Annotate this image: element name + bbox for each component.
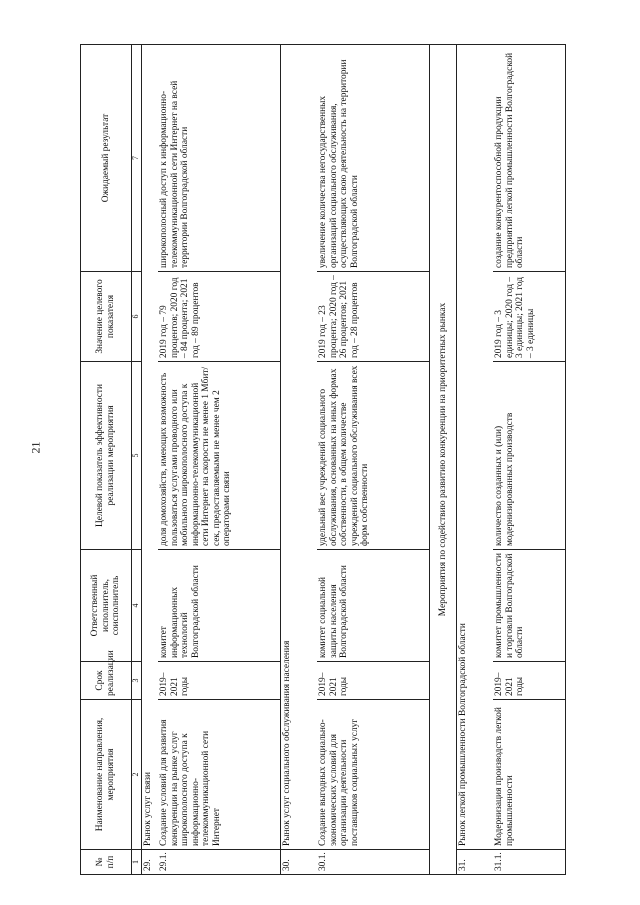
table-row bbox=[493, 45, 566, 875]
table-row bbox=[142, 45, 159, 875]
table-row bbox=[281, 45, 318, 875]
row-number: 31.1. bbox=[493, 850, 566, 875]
column-number: 5 bbox=[132, 362, 142, 550]
measure-executor: комитет информационных технологий Волгоградской области bbox=[158, 550, 281, 662]
header-cell-value: Значение целевого показателя bbox=[81, 272, 132, 362]
measure-term: 2019–2021 годы bbox=[158, 662, 281, 700]
table-row bbox=[158, 45, 281, 875]
measure-term: 2019–2021 годы bbox=[317, 662, 430, 700]
table-row bbox=[430, 45, 457, 875]
row-number: 31. bbox=[457, 850, 494, 875]
measure-name: Модернизация производств легкой промышленности bbox=[493, 700, 566, 850]
header-cell-number: № п/п bbox=[81, 850, 132, 875]
column-number: 2 bbox=[132, 700, 142, 850]
header-cell-term: Срок реализации bbox=[81, 662, 132, 700]
rotated-table-container bbox=[80, 45, 610, 875]
table-row bbox=[317, 45, 430, 875]
column-number: 7 bbox=[132, 45, 142, 272]
market-title: Рынок услуг связи bbox=[142, 45, 159, 850]
market-title: Рынок легкой промышленности Волгоградской области bbox=[457, 45, 494, 850]
header-cell-result: Ожидаемый результат bbox=[81, 45, 132, 272]
header-cell-indicator: Целевой показатель эффективности реализации мероприятия bbox=[81, 362, 132, 550]
measure-result: увеличение количества негосударственных организаций социального обслуживания, осуществляющих свою деятельность на территории Волгоградской области bbox=[317, 45, 430, 272]
column-number: 4 bbox=[132, 550, 142, 662]
column-number: 6 bbox=[132, 272, 142, 362]
measure-result: широкополосный доступ к информационно-телекоммуникационной сети Интернет на всей территории Волгоградской области bbox=[158, 45, 281, 272]
header-row bbox=[81, 45, 132, 875]
header-cell-executor: Ответственный исполнитель, соисполнитель bbox=[81, 550, 132, 662]
measure-indicator: количество созданных и (или) модернизированных производств bbox=[493, 362, 566, 550]
measure-value: 2019 год – 79 процентов; 2020 год – 84 процента; 2021 год – 89 процентов bbox=[158, 272, 281, 362]
measure-result: создание конкурентоспособной продукции предприятий легкой промышленности Волгоградской области bbox=[493, 45, 566, 272]
section-title: Мероприятия по содействию развитию конкуренции на приоритетных рынках bbox=[430, 45, 457, 875]
measure-value: 2019 год – 23 процента; 2020 год – 26 процентов; 2021 год – 28 процентов bbox=[317, 272, 430, 362]
page-number: 21 bbox=[28, 441, 43, 454]
header-cell-name: Наименование направления, мероприятия bbox=[81, 700, 132, 850]
measure-executor: комитет промышленности и торговли Волгоградской области bbox=[493, 550, 566, 662]
measure-value: 2019 год – 3 единицы; 2020 год – 3 единицы; 2021 год – 3 единицы bbox=[493, 272, 566, 362]
measure-executor: комитет социальной защиты населения Волгоградской области bbox=[317, 550, 430, 662]
measures-table bbox=[80, 44, 566, 875]
row-number: 29.1. bbox=[158, 850, 281, 875]
row-number: 30.1. bbox=[317, 850, 430, 875]
market-title: Рынок услуг социального обслуживания населения bbox=[281, 45, 318, 850]
column-number: 1 bbox=[132, 850, 142, 875]
measure-name: Создание выгодных социально-экономических условий для организации деятельности поставщиков социальных услуг bbox=[317, 700, 430, 850]
column-number-row bbox=[132, 45, 142, 875]
row-number: 30. bbox=[281, 850, 318, 875]
measure-indicator: удельный вес учреждений социального обслуживания, основанных на иных формах собственности, в общем количестве учреждений социального обслуживания всех форм собственности bbox=[317, 362, 430, 550]
row-number: 29. bbox=[142, 850, 159, 875]
measure-name: Создание условий для развития конкуренции на рынке услуг широкополосного доступа к информационно-телекоммуникационной сети Интернет bbox=[158, 700, 281, 850]
measure-indicator: доля домохозяйств, имеющих возможность пользоваться услугами проводного или мобильного широкополосного доступа к информационно-телекоммуникационной сети Интернет на скорости не менее 1 Мбит/сек, предоставляемыми не менее чем 2 операторами связи bbox=[158, 362, 281, 550]
measure-term: 2019–2021 годы bbox=[493, 662, 566, 700]
table-row bbox=[457, 45, 494, 875]
column-number: 3 bbox=[132, 662, 142, 700]
